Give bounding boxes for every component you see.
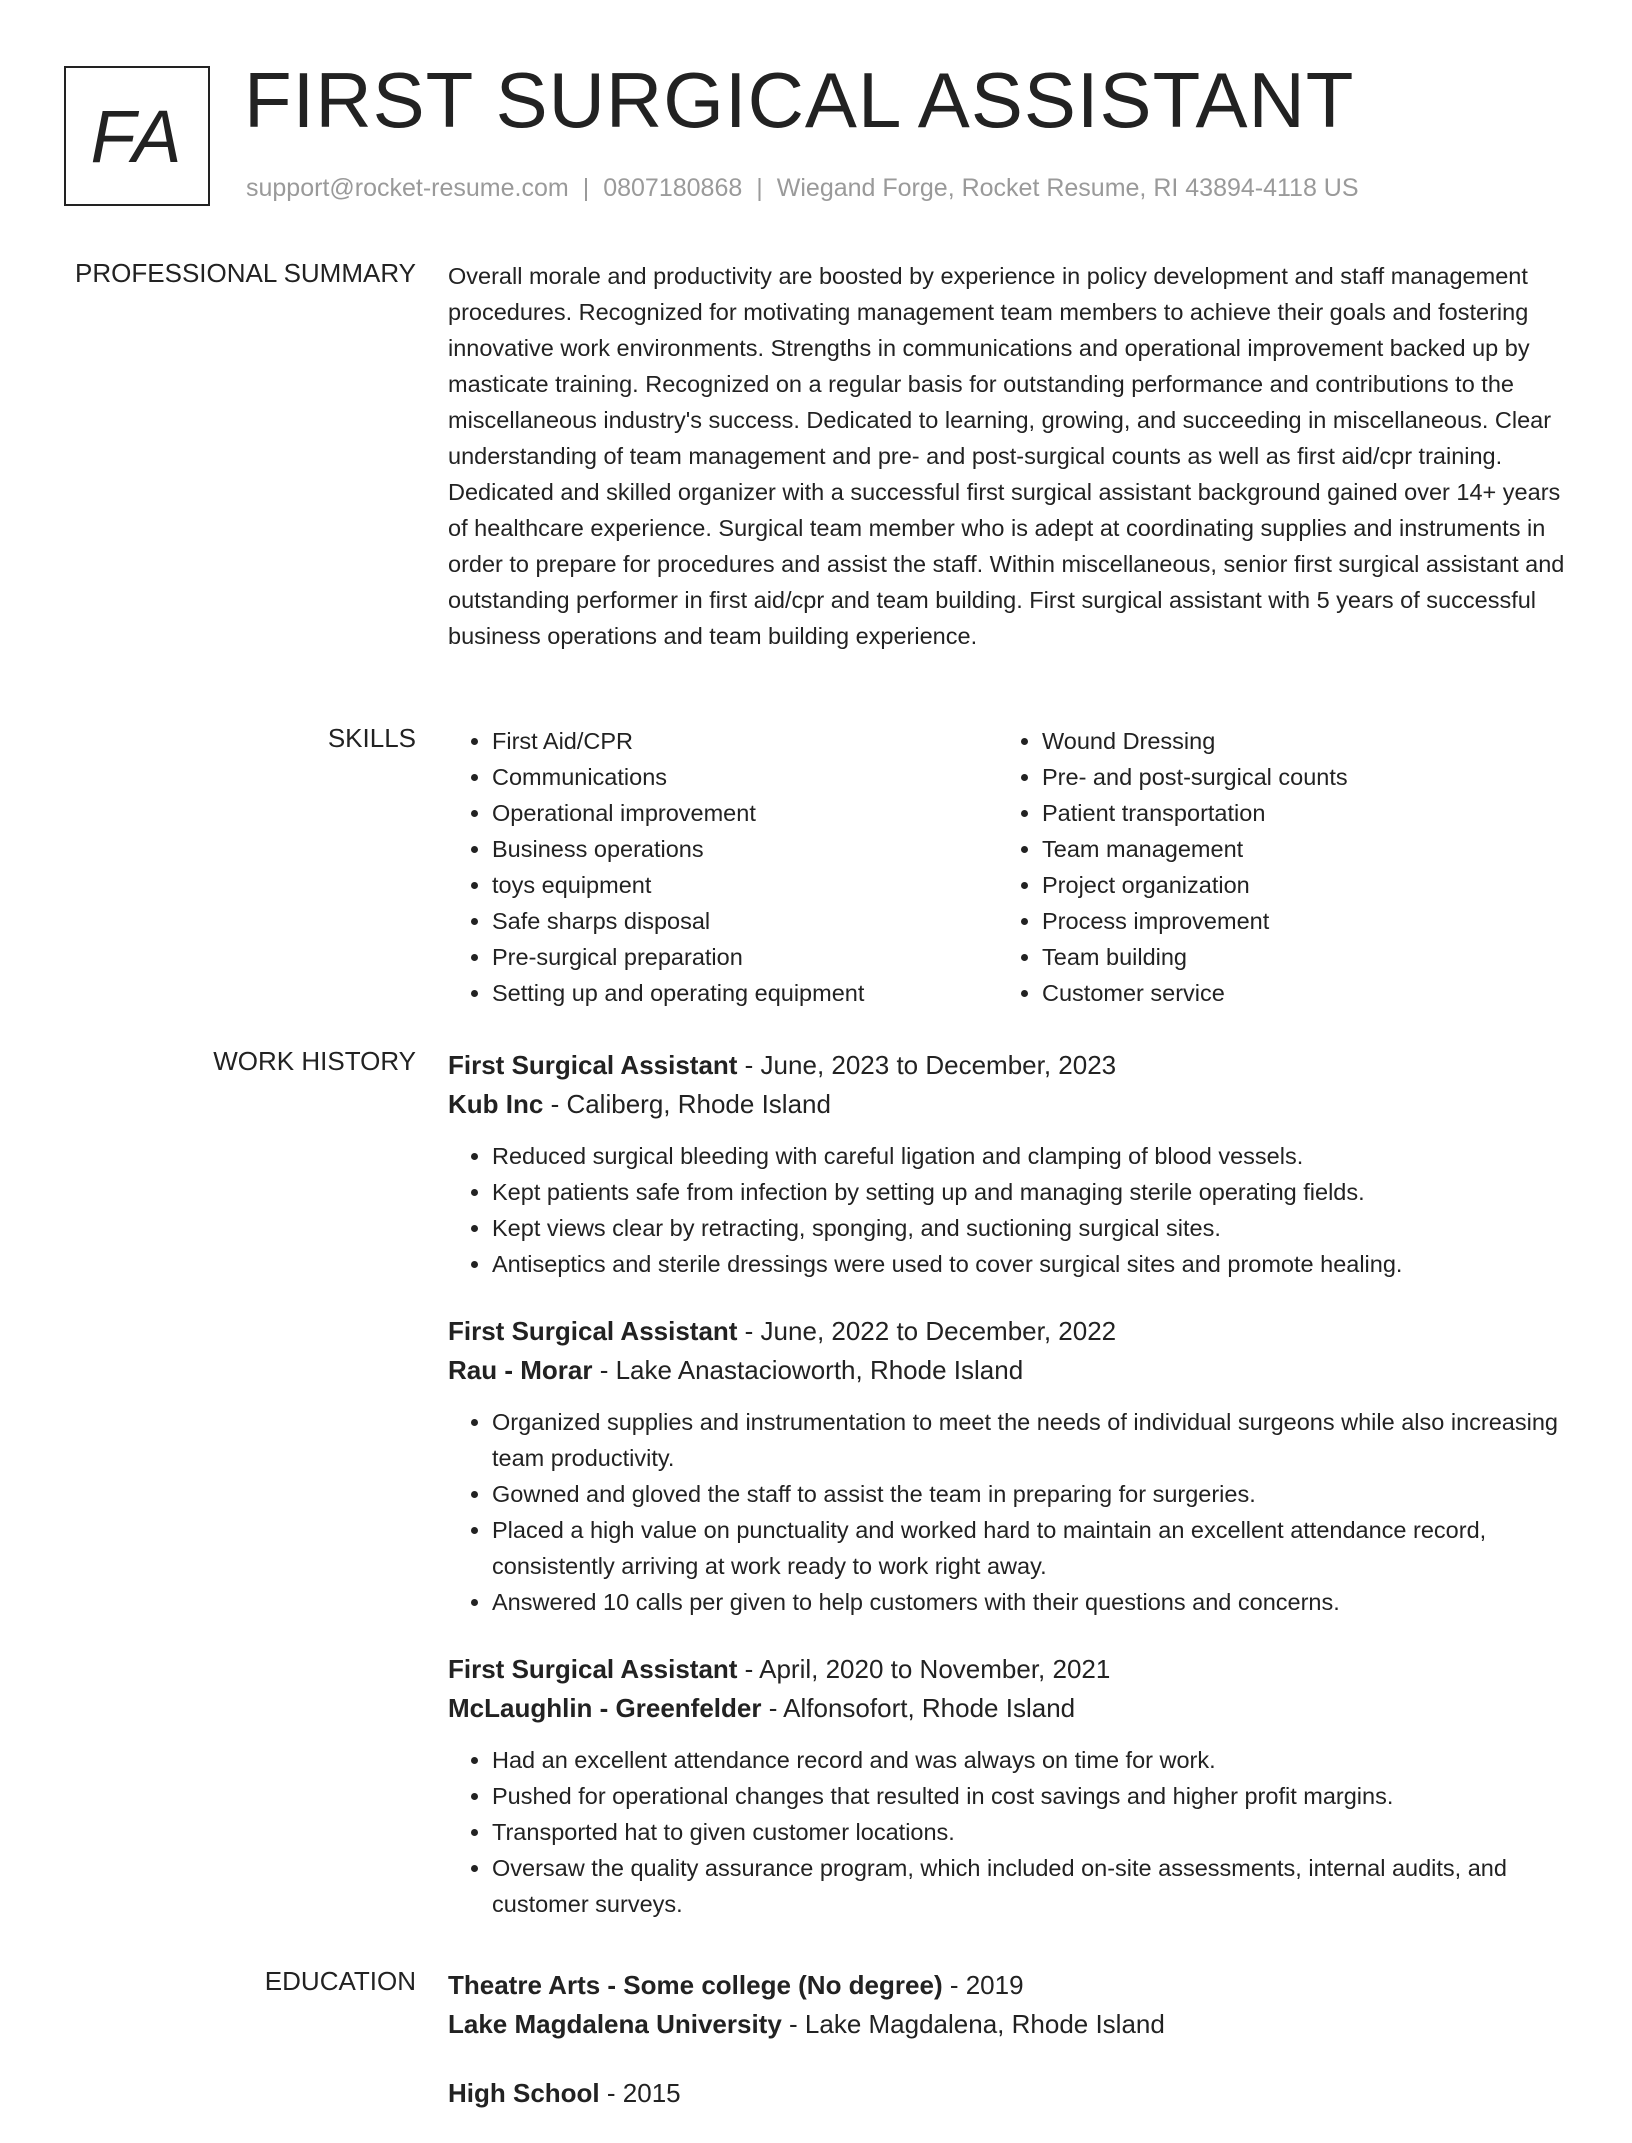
- education-degree: High School: [448, 2078, 600, 2108]
- job-location: - Alfonsofort, Rhode Island: [761, 1693, 1076, 1723]
- contact-separator: |: [756, 174, 763, 202]
- contact-separator: |: [582, 174, 590, 202]
- skill-item: • Business operations: [492, 831, 998, 867]
- contact-phone[interactable]: 0807180868: [603, 174, 743, 202]
- job-title-line: [448, 1650, 1568, 1689]
- skill-item: • toys equipment: [492, 867, 998, 903]
- contact-line: [246, 174, 1359, 203]
- education-degree: Theatre Arts - Some college (No degree): [448, 1970, 943, 2000]
- skill-item: • Team building: [1042, 939, 1548, 975]
- job-bullet: • Answered 10 calls per given to help customers with their questions and concerns.: [492, 1584, 1568, 1620]
- job-bullet: • Kept patients safe from infection by setting up and managing sterile operating fields.: [492, 1174, 1568, 1210]
- education-entry: [448, 2074, 1568, 2113]
- contact-address: Wiegand Forge, Rocket Resume, RI 43894-4118 US: [776, 174, 1359, 202]
- skill-item: • Pre-surgical preparation: [492, 939, 998, 975]
- education-year: - 2015: [599, 2078, 681, 2108]
- education-school-line: [448, 2005, 1568, 2044]
- education-degree-line: [448, 1966, 1568, 2005]
- skill-item: • Process improvement: [1042, 903, 1548, 939]
- skill-item: • Wound Dressing: [1042, 723, 1548, 759]
- job-dates: - June, 2023 to December, 2023: [737, 1050, 1117, 1080]
- job-bullet: • Gowned and gloved the staff to assist the team in preparing for surgeries.: [492, 1476, 1568, 1512]
- job-bullet: • Placed a high value on punctuality and worked hard to maintain an excellent attendance record, consistently arriving at work ready to work right away.: [492, 1512, 1568, 1584]
- skill-item: • Team management: [1042, 831, 1548, 867]
- education-year: - 2019: [942, 1970, 1024, 2000]
- skill-item: • Customer service: [1042, 975, 1548, 1011]
- education-location: - Lake Magdalena, Rhode Island: [781, 2009, 1165, 2039]
- job-dates: - June, 2022 to December, 2022: [737, 1316, 1117, 1346]
- skill-item: • Patient transportation: [1042, 795, 1548, 831]
- summary-text: Overall morale and productivity are boosted by experience in policy development and staff management procedures. Recognized for motivating management team members to achieve their goals and fostering innovative work environments. Strengths in communications and operational improvement backed up by masticate training. Recognized on a regular basis for outstanding performance and contributions to the miscellaneous industry's success. Dedicated to learning, growing, and succeeding in miscellaneous. Clear understanding of team management and pre- and post-surgical counts as well as first aid/cpr training. Dedicated and skilled organizer with a successful first surgical assistant background gained over 14+ years of healthcare experience. Surgical team member who is adept at coordinating supplies and instruments in order to prepare for procedures and assist the staff. Within miscellaneous, senior first surgical assistant and outstanding performer in first aid/cpr and team building. First surgical assistant with 5 years of successful business operations and team building experience.: [448, 263, 1565, 649]
- job-company-line: [448, 1085, 1568, 1124]
- job-bullet: • Transported hat to given customer locations.: [492, 1814, 1568, 1850]
- summary-label: PROFESSIONAL SUMMARY: [75, 258, 416, 288]
- education-entry: [448, 1966, 1568, 2044]
- job-company-line: [448, 1351, 1568, 1390]
- job-entry: [448, 1650, 1568, 1922]
- education-school: Lake Magdalena University: [448, 2009, 782, 2039]
- job-location: - Caliberg, Rhode Island: [543, 1089, 831, 1119]
- job-bullets: [448, 1742, 1568, 1922]
- job-bullet: • Organized supplies and instrumentation to meet the needs of individual surgeons while also increasing team productivity.: [492, 1404, 1568, 1476]
- job-dates: - April, 2020 to November, 2021: [737, 1654, 1111, 1684]
- job-company: Rau - Morar: [448, 1355, 593, 1385]
- job-title: First Surgical Assistant: [448, 1316, 738, 1346]
- job-company-line: [448, 1689, 1568, 1728]
- contact-email[interactable]: support@rocket-resume.com: [246, 174, 569, 202]
- job-bullets: [448, 1138, 1568, 1282]
- skill-item: • Operational improvement: [492, 795, 998, 831]
- skills-label: SKILLS: [327, 723, 416, 753]
- skill-item: • Safe sharps disposal: [492, 903, 998, 939]
- job-entry: [448, 1046, 1568, 1282]
- job-bullet: • Kept views clear by retracting, sponging, and suctioning surgical sites.: [492, 1210, 1568, 1246]
- skills-list-right: [998, 723, 1548, 1011]
- skill-item: • Communications: [492, 759, 998, 795]
- education-label: EDUCATION: [264, 1966, 416, 1996]
- job-company: McLaughlin - Greenfelder: [448, 1693, 762, 1723]
- job-title-line: [448, 1046, 1568, 1085]
- work-history-label: WORK HISTORY: [213, 1046, 416, 1076]
- job-location: - Lake Anastacioworth, Rhode Island: [592, 1355, 1024, 1385]
- skill-item: • Pre- and post-surgical counts: [1042, 759, 1548, 795]
- education-degree-line: [448, 2074, 1568, 2113]
- job-title: First Surgical Assistant: [448, 1654, 738, 1684]
- skill-item: • Setting up and operating equipment: [492, 975, 998, 1011]
- resume-title: FIRST SURGICAL ASSISTANT: [244, 56, 1355, 144]
- job-bullet: • Pushed for operational changes that resulted in cost savings and higher profit margins.: [492, 1778, 1568, 1814]
- job-bullet: • Had an excellent attendance record and was always on time for work.: [492, 1742, 1568, 1778]
- skill-item: • First Aid/CPR: [492, 723, 998, 759]
- job-company: Kub Inc: [448, 1089, 544, 1119]
- monogram-logo: FA: [64, 66, 210, 206]
- job-bullet: • Reduced surgical bleeding with careful ligation and clamping of blood vessels.: [492, 1138, 1568, 1174]
- job-bullets: [448, 1404, 1568, 1620]
- job-bullet: • Antiseptics and sterile dressings were used to cover surgical sites and promote healing.: [492, 1246, 1568, 1282]
- job-title: First Surgical Assistant: [448, 1050, 738, 1080]
- job-title-line: [448, 1312, 1568, 1351]
- job-entry: [448, 1312, 1568, 1620]
- skill-item: • Project organization: [1042, 867, 1548, 903]
- skills-list-left: [448, 723, 998, 1011]
- job-bullet: • Oversaw the quality assurance program, which included on-site assessments, internal audits, and customer surveys.: [492, 1850, 1568, 1922]
